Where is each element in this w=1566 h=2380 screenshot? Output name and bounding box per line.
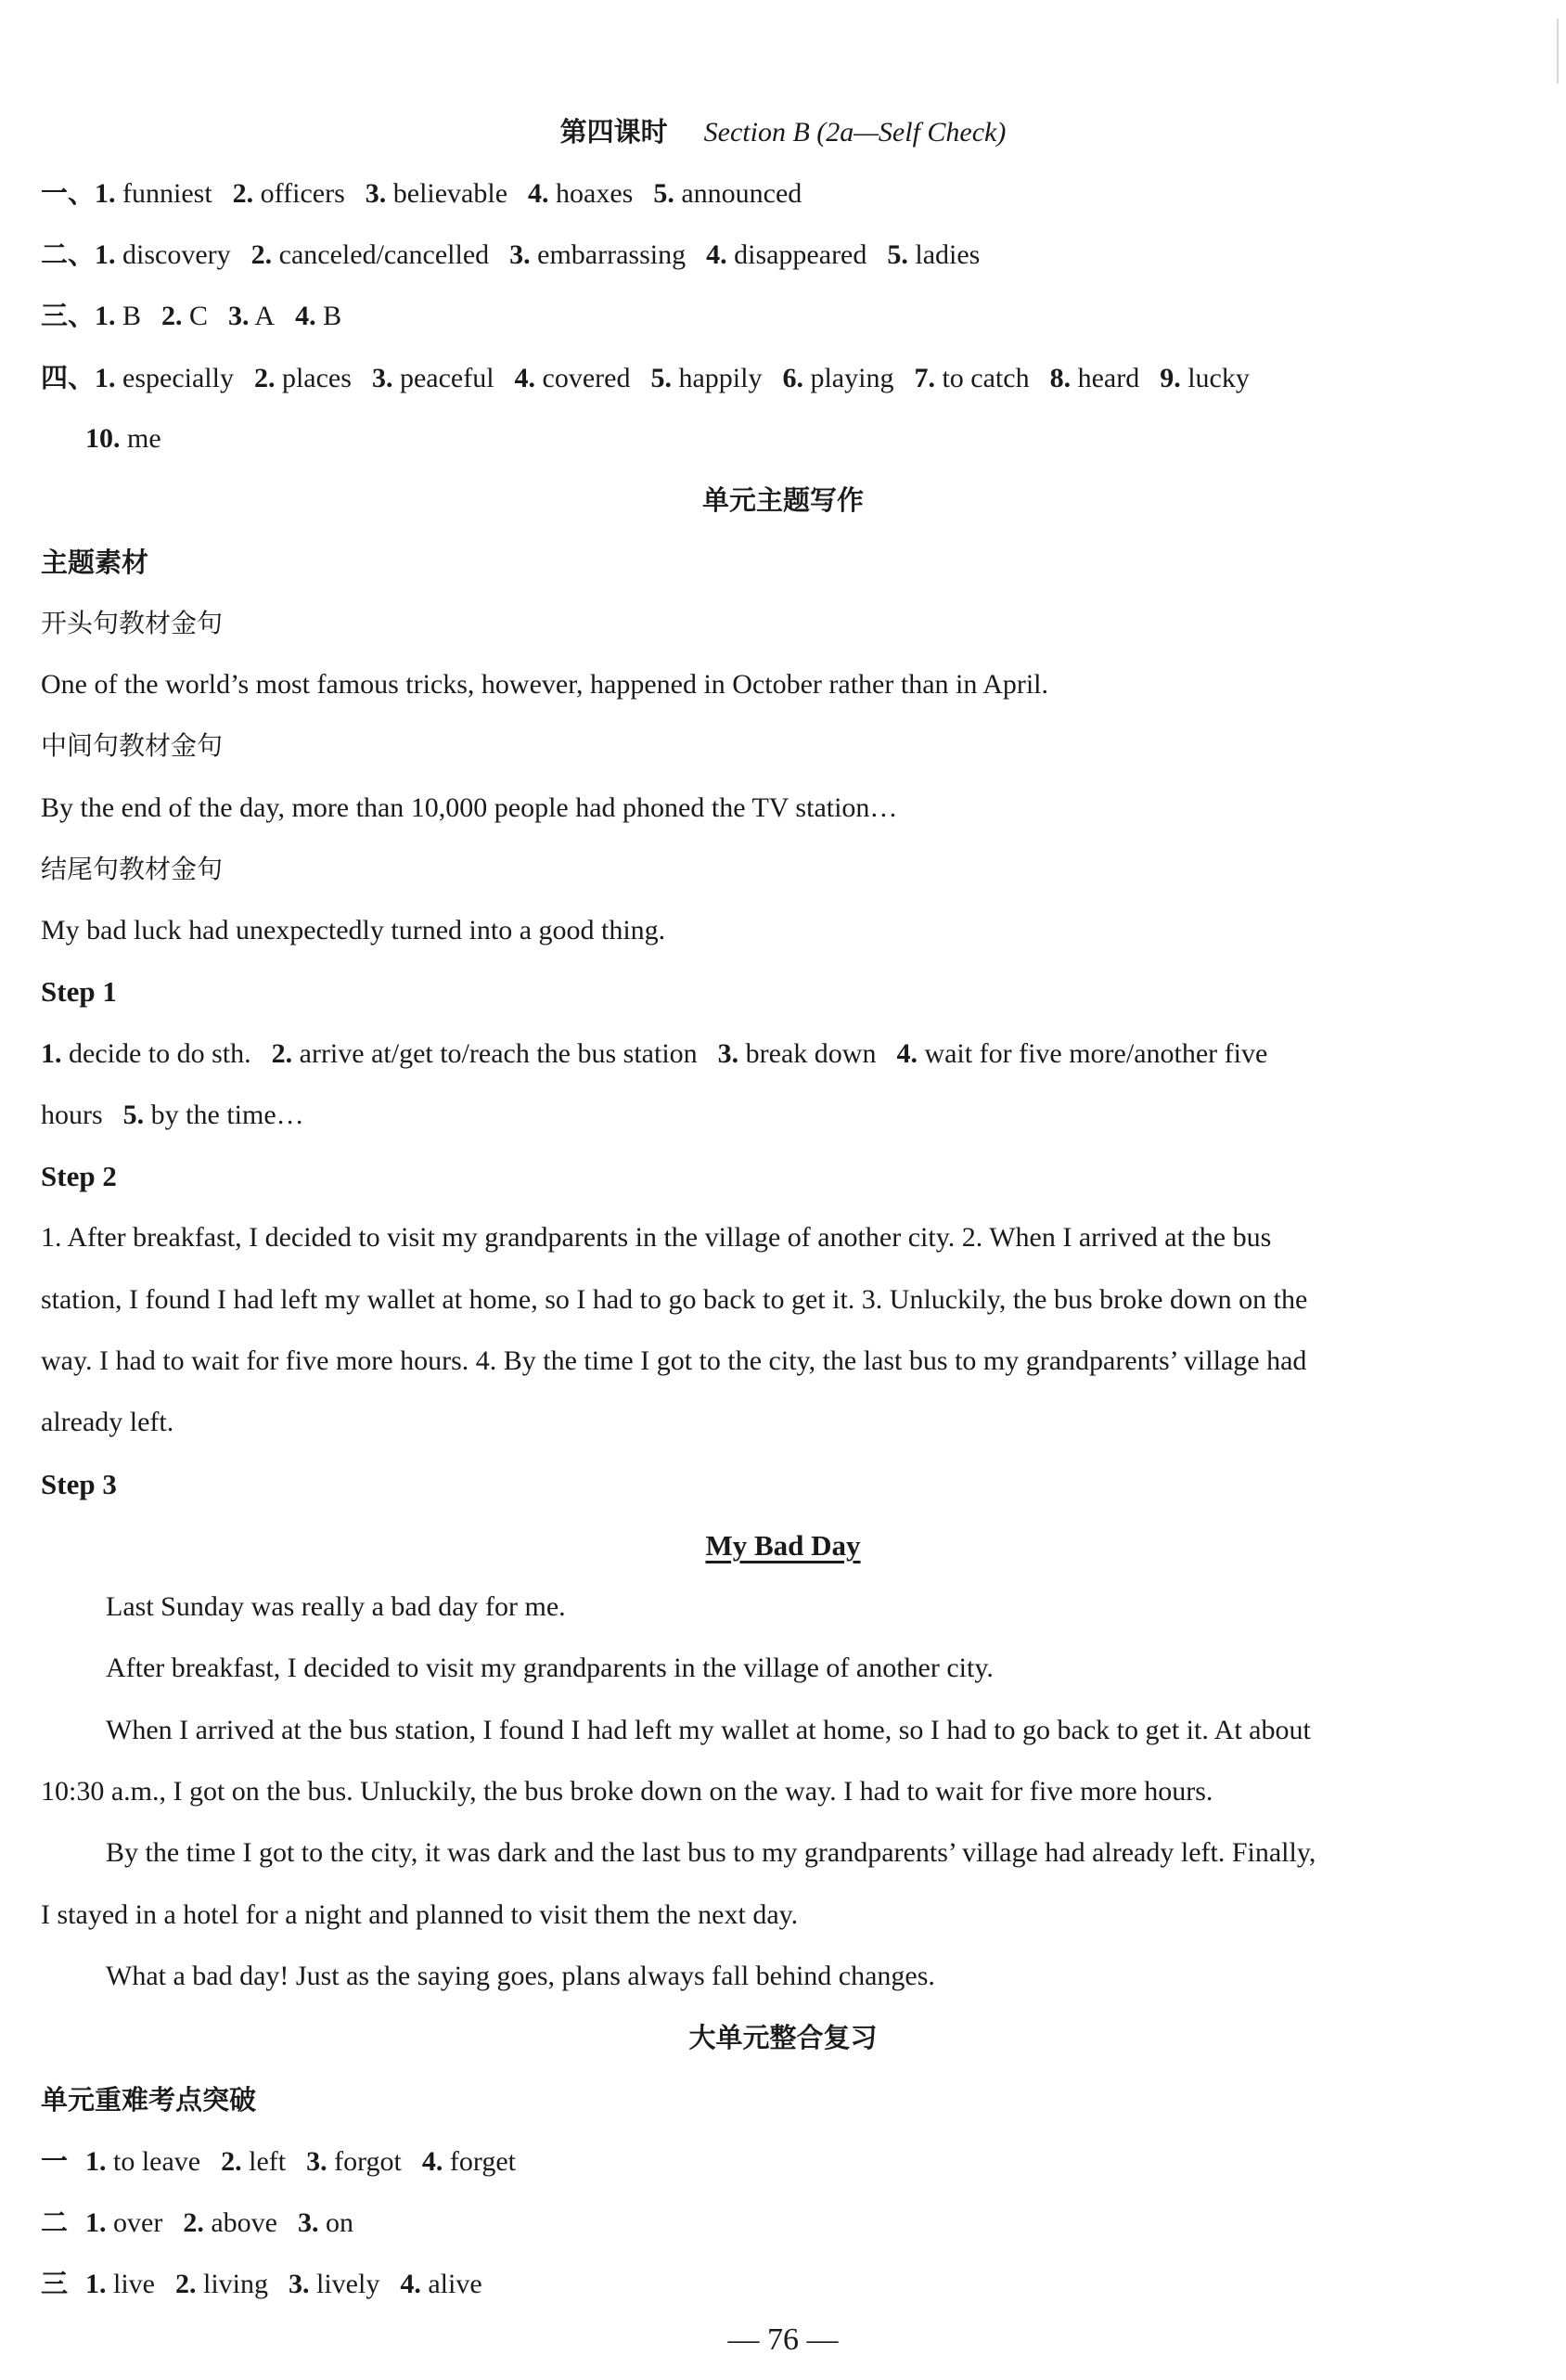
item-answer: forgot — [327, 2146, 402, 2177]
item-number: 4. — [896, 1038, 918, 1069]
item-number: 3. — [371, 363, 393, 393]
item-answer: wait for five more/another five — [917, 1038, 1268, 1069]
exercise-2-row — [41, 236, 1483, 274]
item-number: 2. — [161, 301, 183, 331]
essay-title: My Bad Day — [705, 1529, 861, 1562]
essay-paragraph-cont: 10:30 a.m., I got on the bus. Unluckily, the bus broke down on the way. I had to wait for five more hours. — [41, 1776, 1213, 1807]
item-number: 1. — [85, 2146, 107, 2177]
item-answer: places — [275, 363, 352, 393]
opening-label: 开头句教材金句 — [41, 608, 224, 638]
item-number: 1. — [85, 2269, 107, 2299]
step-2-label: Step 2 — [41, 1160, 117, 1192]
exercise-4-item-10 — [85, 420, 1483, 457]
step-1-label: Step 1 — [41, 975, 117, 1008]
lesson-title — [0, 113, 1566, 151]
item-answer: over — [106, 2207, 163, 2238]
item-number: 3. — [297, 2207, 319, 2238]
item-number: 4. — [706, 239, 727, 270]
item-answer: live — [106, 2269, 155, 2299]
item-number: 3. — [717, 1038, 739, 1069]
item-number: 1. — [41, 1038, 62, 1069]
item-answer: embarrassing — [530, 239, 687, 270]
item-number: 2. — [183, 2207, 204, 2238]
item-number: 1. — [95, 178, 116, 209]
item-number: 1. — [95, 363, 116, 393]
lesson-title-cn: 第四课时 — [559, 116, 668, 148]
item-number: 2. — [221, 2146, 242, 2177]
item-answer: playing — [802, 363, 894, 393]
item-answer: above — [203, 2207, 277, 2238]
step-1-line-2 — [41, 1097, 1483, 1134]
exercise-marker: 一、 — [41, 177, 96, 209]
item-number: 8. — [1049, 363, 1072, 393]
item-number: 4. — [295, 301, 316, 331]
item-answer: B — [115, 301, 142, 331]
essay-paragraph: What a bad day! Just as the saying goes, plans always fall behind changes. — [106, 1961, 935, 1991]
item-number: 5. — [122, 1100, 145, 1130]
review-marker: 二 — [41, 2206, 69, 2238]
item-number: 3. — [509, 239, 531, 270]
item-answer: B — [315, 301, 342, 331]
step-2-line: already left. — [41, 1407, 174, 1437]
item-answer: announced — [674, 178, 802, 209]
review-marker: 三 — [41, 2268, 69, 2299]
item-number: 2. — [250, 239, 273, 270]
review-sub-heading: 单元重难考点突破 — [41, 2084, 257, 2116]
item-answer: peaceful — [392, 363, 494, 393]
item-number: 10. — [85, 423, 121, 454]
item-number: 2. — [271, 1038, 293, 1069]
item-answer: covered — [535, 363, 631, 393]
item-answer: disappeared — [726, 239, 867, 270]
item-answer: living — [196, 2269, 269, 2299]
item-number: 6. — [782, 363, 803, 393]
exercise-4-row — [41, 359, 1483, 397]
material-heading: 主题素材 — [41, 547, 149, 578]
step-2-line: 1. After breakfast, I decided to visit my grandparents in the village of another city. 2. When I arrived at the bus — [41, 1222, 1272, 1253]
item-number: 1. — [95, 301, 116, 331]
essay-title-row — [0, 1527, 1566, 1565]
item-number: 4. — [421, 2146, 443, 2177]
page-number: — 76 — — [727, 2322, 839, 2357]
item-number: 3. — [289, 2269, 310, 2299]
item-number: 1. — [95, 239, 116, 270]
item-answer: happily — [671, 363, 763, 393]
exercise-marker: 四、 — [41, 362, 96, 393]
ending-sentence: My bad luck had unexpectedly turned into a good thing. — [41, 915, 666, 946]
ending-label: 结尾句教材金句 — [41, 854, 224, 884]
item-answer: left — [241, 2146, 287, 2177]
item-answer: forget — [443, 2146, 516, 2177]
essay-paragraph: After breakfast, I decided to visit my grandparents in the village of another city. — [106, 1653, 994, 1683]
item-number: 1. — [85, 2207, 107, 2238]
item-answer: on — [318, 2207, 353, 2238]
item-number: 4. — [528, 178, 549, 209]
essay-paragraph: Last Sunday was really a bad day for me. — [106, 1591, 566, 1622]
item-number: 3. — [228, 301, 250, 331]
item-number: 4. — [400, 2269, 421, 2299]
essay-paragraph: When I arrived at the bus station, I found I had left my wallet at home, so I had to go back to get it. At about — [106, 1715, 1311, 1745]
item-number: 2. — [253, 363, 276, 393]
review-row-1 — [41, 2142, 1483, 2181]
step-2-line: station, I found I had left my wallet at home, so I had to go back to get it. 3. Unluckily, the bus broke down on the — [41, 1284, 1308, 1315]
item-answer: believable — [386, 178, 508, 209]
item-answer: lucky — [1180, 363, 1250, 393]
exercise-1-row — [41, 174, 1483, 212]
review-heading: 大单元整合复习 — [688, 2022, 878, 2053]
step-1-text: hours — [41, 1100, 103, 1130]
step-1-line-1 — [41, 1036, 1483, 1073]
item-answer: to catch — [934, 363, 1030, 393]
item-number: 9. — [1160, 363, 1181, 393]
item-number: 5. — [653, 178, 674, 209]
item-number: 2. — [175, 2269, 197, 2299]
item-answer: heard — [1071, 363, 1140, 393]
writing-heading: 单元主题写作 — [701, 484, 864, 516]
review-row-3 — [41, 2265, 1483, 2303]
item-number: 5. — [887, 239, 908, 270]
exercise-marker: 三、 — [41, 300, 96, 331]
review-row-2 — [41, 2204, 1483, 2242]
item-answer: canceled/cancelled — [272, 239, 490, 270]
review-marker: 一 — [41, 2145, 69, 2177]
item-number: 2. — [232, 178, 254, 209]
item-answer: ladies — [907, 239, 981, 270]
middle-sentence: By the end of the day, more than 10,000 people had phoned the TV station… — [41, 792, 898, 823]
item-answer: me — [120, 423, 161, 454]
opening-sentence: One of the world’s most famous tricks, however, happened in October rather than in April. — [41, 669, 1049, 700]
middle-label: 中间句教材金句 — [41, 730, 224, 761]
item-answer: A — [249, 301, 276, 331]
step-3-label: Step 3 — [41, 1468, 117, 1500]
item-number: 3. — [306, 2146, 327, 2177]
item-answer: arrive at/get to/reach the bus station — [292, 1038, 698, 1069]
lesson-title-en: Section B (2a—Self Check) — [703, 117, 1007, 148]
item-answer: by the time… — [144, 1100, 304, 1130]
exercise-3-row — [41, 297, 1483, 335]
step-2-line: way. I had to wait for five more hours. 4. By the time I got to the city, the last bus to my grandparents’ village had — [41, 1345, 1307, 1376]
page-edge-line — [1557, 19, 1559, 84]
item-answer: discovery — [115, 239, 231, 270]
item-answer: decide to do sth. — [61, 1038, 251, 1069]
essay-paragraph-cont: I stayed in a hotel for a night and planned to visit them the next day. — [41, 1899, 799, 1930]
item-answer: to leave — [106, 2146, 201, 2177]
item-answer: especially — [115, 363, 234, 393]
item-answer: alive — [420, 2269, 482, 2299]
item-number: 7. — [914, 363, 935, 393]
essay-paragraph: By the time I got to the city, it was dark and the last bus to my grandparents’ village had already left. Finally, — [106, 1837, 1316, 1868]
item-number: 3. — [365, 178, 387, 209]
item-answer: officers — [253, 178, 345, 209]
item-answer: funniest — [115, 178, 212, 209]
item-answer: lively — [309, 2269, 380, 2299]
item-answer: hoaxes — [548, 178, 634, 209]
item-answer: C — [182, 301, 209, 331]
exercise-marker: 二、 — [41, 238, 96, 270]
item-answer: break down — [738, 1038, 877, 1069]
item-number: 4. — [514, 363, 536, 393]
item-number: 5. — [650, 363, 672, 393]
